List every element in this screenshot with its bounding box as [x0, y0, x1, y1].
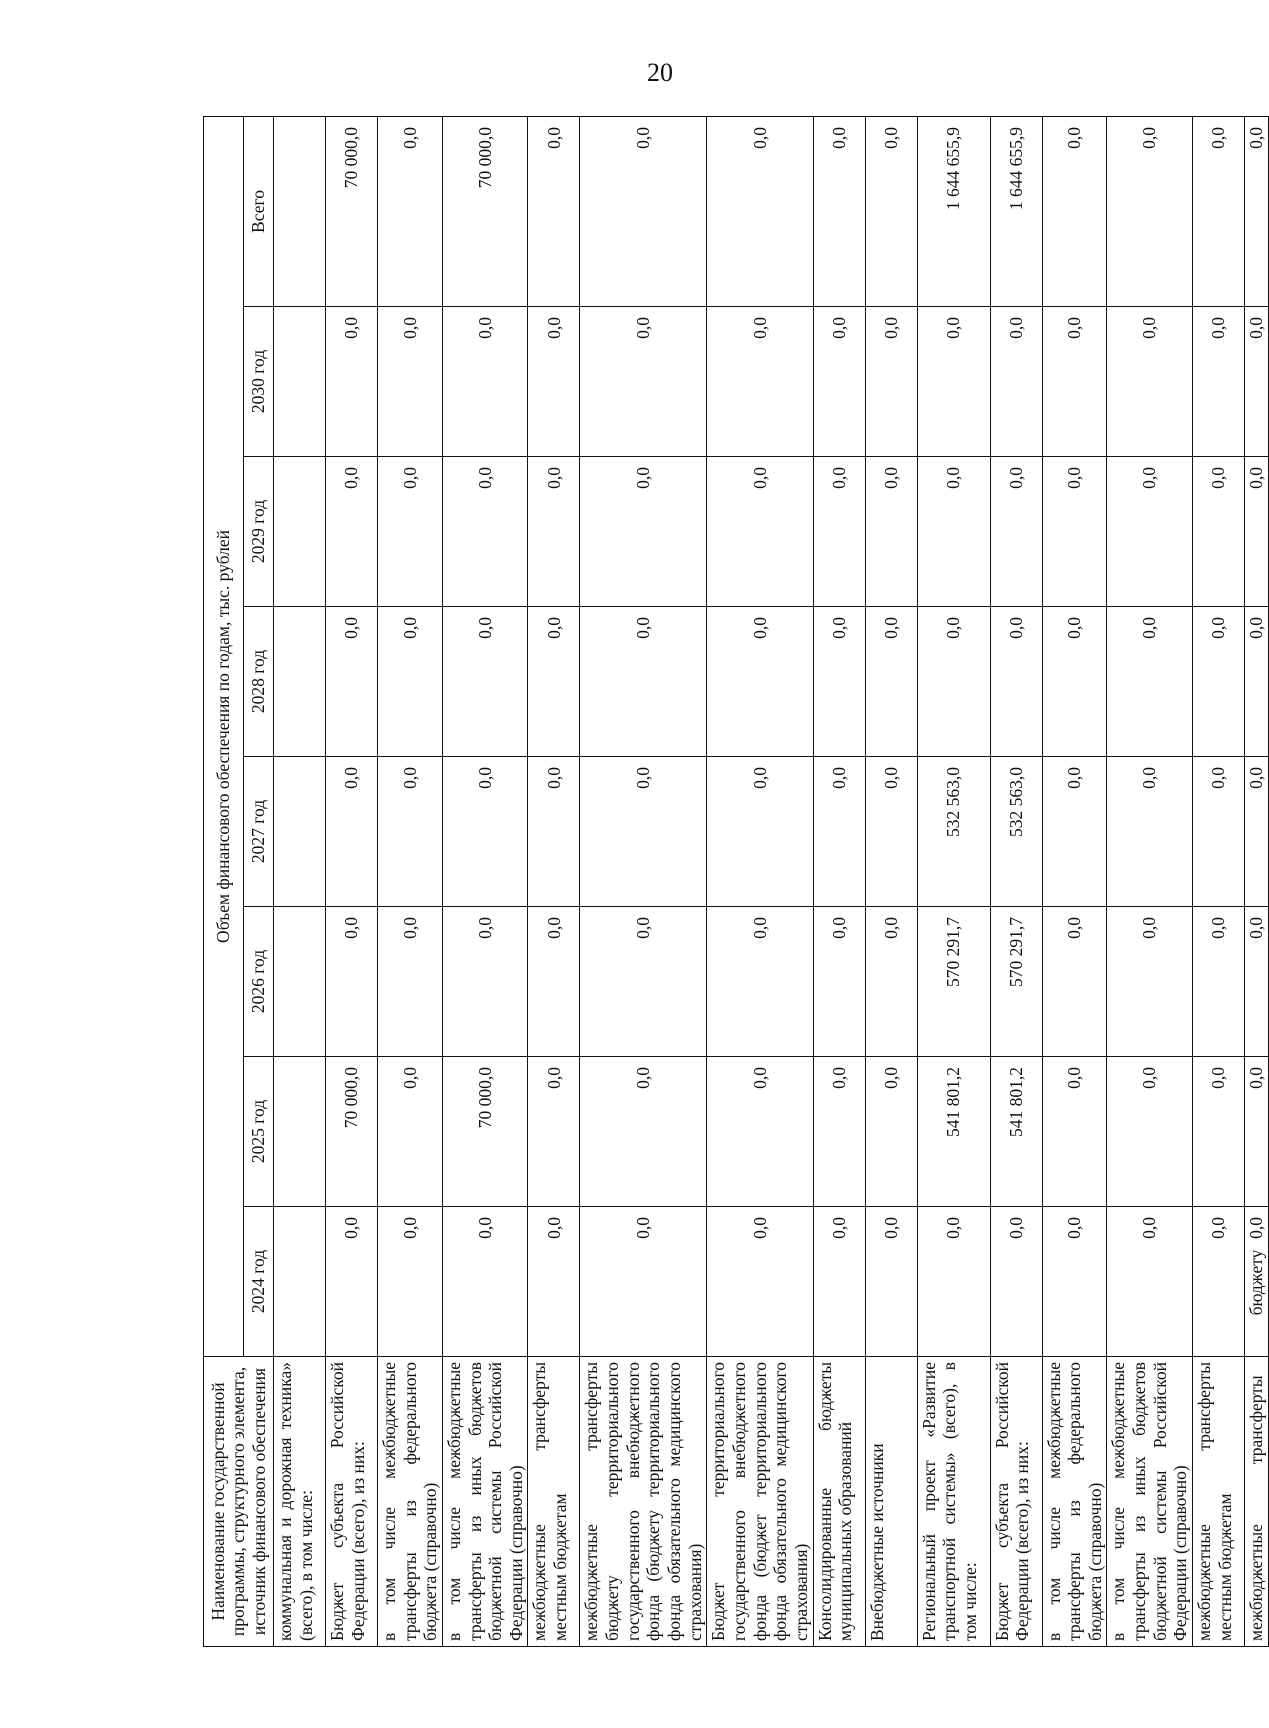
row-value-cell: 0,0	[707, 907, 813, 1057]
row-source-name-part: межбюджетные	[1246, 1524, 1267, 1641]
row-value-cell: 0,0	[1107, 757, 1193, 907]
header-row-group	[204, 116, 244, 1646]
row-value-cell: 0,0	[1245, 307, 1269, 457]
row-value-cell: 0,0	[580, 1207, 707, 1357]
row-value-cell: 0,0	[990, 307, 1042, 457]
header-year-2024: 2024 год	[244, 1207, 274, 1357]
row-value-cell: 0,0	[813, 116, 865, 306]
header-year-2030: 2030 год	[244, 307, 274, 457]
row-value-cell: 0,0	[1042, 1057, 1107, 1207]
row-value-cell: 0,0	[917, 307, 990, 457]
row-value-cell: 0,0	[1193, 607, 1245, 757]
row-value-cell: 0,0	[813, 907, 865, 1057]
row-value-cell: 70 000,0	[442, 1057, 528, 1207]
row-value-cell: 0,0	[1193, 907, 1245, 1057]
row-value-cell: 70 000,0	[326, 1057, 378, 1207]
row-value-cell: 0,0	[707, 116, 813, 306]
row-value-cell: 0,0	[528, 307, 580, 457]
row-value-cell: 0,0	[442, 307, 528, 457]
header-year-2025: 2025 год	[244, 1057, 274, 1207]
table-row	[1245, 116, 1269, 1646]
table-body	[274, 116, 1269, 1646]
table-row	[274, 116, 326, 1646]
row-value-cell: 0,0	[1245, 1057, 1269, 1207]
row-value-cell: 0,0	[917, 1207, 990, 1357]
row-value-cell: 0,0	[326, 457, 378, 607]
row-value-cell: 0,0	[528, 1207, 580, 1357]
row-value-cell: 0,0	[990, 457, 1042, 607]
row-source-name: в том числе межбюджетные трансферты из иных бюджетов бюджетной системы Российской Федерации (справочно)	[442, 1357, 528, 1647]
row-value-cell: 0,0	[580, 307, 707, 457]
row-value-cell: 0,0	[378, 607, 443, 757]
row-value-cell: 0,0	[378, 1057, 443, 1207]
row-value-cell	[274, 457, 326, 607]
table-row	[378, 116, 443, 1646]
header-financing-group: Объем финансового обеспечения по годам, тыс. рублей	[204, 116, 244, 1356]
row-value-cell: 0,0	[813, 457, 865, 607]
row-source-name: межбюджетные трансферты бюджету территориального государственного внебюджетного фонда (бюджету территориального фонда обязательного медицинского страхования)	[580, 1357, 707, 1647]
row-value-cell: 0,0	[1042, 307, 1107, 457]
row-value-cell: 0,0	[378, 757, 443, 907]
row-value-cell: 0,0	[1107, 116, 1193, 306]
row-value-cell: 0,0	[865, 607, 917, 757]
row-value-cell: 0,0	[813, 1057, 865, 1207]
row-value-cell: 0,0	[378, 1207, 443, 1357]
table-row	[326, 116, 378, 1646]
row-value-cell: 0,0	[580, 116, 707, 306]
row-value-cell: 0,0	[1042, 607, 1107, 757]
row-value-cell: 0,0	[1107, 1057, 1193, 1207]
row-value-cell: 0,0	[1107, 607, 1193, 757]
row-value-cell: 0,0	[1107, 457, 1193, 607]
row-value-cell: 0,0	[580, 757, 707, 907]
row-value-cell: 0,0	[707, 1057, 813, 1207]
row-source-name-part: трансферты	[1246, 1375, 1267, 1465]
row-value-cell: 0,0	[1193, 1207, 1245, 1357]
table-row	[707, 116, 813, 1646]
row-value-cell: 0,0	[1042, 907, 1107, 1057]
row-value-cell: 0,0	[378, 907, 443, 1057]
row-value-cell: 570 291,7	[990, 907, 1042, 1057]
table-row	[865, 116, 917, 1646]
row-value-cell: 1 644 655,9	[990, 116, 1042, 306]
row-value-cell: 0,0	[326, 757, 378, 907]
row-value-cell: 0,0	[1245, 757, 1269, 907]
row-value-cell: 0,0	[528, 607, 580, 757]
row-source-name: в том числе межбюджетные трансферты из федерального бюджета (справочно)	[378, 1357, 443, 1647]
row-value-cell: 0,0	[1193, 307, 1245, 457]
table-row	[1042, 116, 1107, 1646]
header-year-2028: 2028 год	[244, 607, 274, 757]
row-value-cell: 0,0	[1245, 1207, 1269, 1357]
row-value-cell: 0,0	[528, 116, 580, 306]
row-value-cell: 0,0	[442, 757, 528, 907]
row-value-cell	[274, 757, 326, 907]
row-source-name: Бюджет субъекта Российской Федерации (всего), из них:	[990, 1357, 1042, 1647]
table-row	[813, 116, 865, 1646]
row-value-cell: 0,0	[1193, 757, 1245, 907]
table-row	[442, 116, 528, 1646]
row-value-cell: 0,0	[865, 307, 917, 457]
row-value-cell: 0,0	[813, 757, 865, 907]
row-value-cell: 0,0	[326, 307, 378, 457]
row-value-cell	[274, 607, 326, 757]
table-row	[580, 116, 707, 1646]
row-value-cell	[274, 1207, 326, 1357]
page-number: 20	[647, 58, 673, 87]
row-value-cell: 0,0	[917, 607, 990, 757]
row-value-cell	[274, 116, 326, 306]
row-value-cell: 570 291,7	[917, 907, 990, 1057]
row-value-cell: 0,0	[865, 116, 917, 306]
row-source-name: в том числе межбюджетные трансферты из иных бюджетов бюджетной системы Российской Федерации (справочно)	[1107, 1357, 1193, 1647]
row-value-cell: 0,0	[378, 116, 443, 306]
row-value-cell: 0,0	[528, 907, 580, 1057]
row-value-cell: 0,0	[580, 1057, 707, 1207]
row-value-cell: 0,0	[1193, 1057, 1245, 1207]
row-value-cell: 0,0	[326, 907, 378, 1057]
table-row	[528, 116, 580, 1646]
row-value-cell: 0,0	[707, 607, 813, 757]
row-value-cell: 0,0	[990, 607, 1042, 757]
row-value-cell: 0,0	[813, 307, 865, 457]
row-value-cell: 0,0	[707, 1207, 813, 1357]
row-value-cell: 0,0	[442, 1207, 528, 1357]
row-source-name: Консолидированные бюджеты муниципальных образований	[813, 1357, 865, 1647]
row-source-name: Внебюджетные источники	[865, 1357, 917, 1647]
row-source-name: межбюджетные трансферты местным бюджетам	[528, 1357, 580, 1647]
row-value-cell: 0,0	[707, 757, 813, 907]
table-row	[917, 116, 990, 1646]
row-value-cell: 1 644 655,9	[917, 116, 990, 306]
row-value-cell: 532 563,0	[990, 757, 1042, 907]
header-total: Всего	[244, 116, 274, 306]
row-source-name: коммунальная и дорожная техника» (всего), в том числе:	[274, 1357, 326, 1647]
row-value-cell: 0,0	[1042, 116, 1107, 306]
row-value-cell: 0,0	[528, 1057, 580, 1207]
financing-table	[203, 116, 1269, 1647]
row-value-cell: 0,0	[1107, 307, 1193, 457]
row-source-name	[1245, 1249, 1269, 1647]
row-value-cell: 0,0	[813, 607, 865, 757]
row-value-cell: 0,0	[528, 757, 580, 907]
row-value-cell: 0,0	[917, 457, 990, 607]
row-value-cell: 0,0	[1042, 457, 1107, 607]
row-value-cell: 0,0	[813, 1207, 865, 1357]
row-value-cell: 0,0	[707, 457, 813, 607]
header-year-2029: 2029 год	[244, 457, 274, 607]
row-value-cell: 0,0	[1245, 607, 1269, 757]
row-value-cell: 0,0	[865, 907, 917, 1057]
row-source-name: межбюджетные трансферты местным бюджетам	[1193, 1357, 1245, 1647]
row-value-cell: 0,0	[442, 457, 528, 607]
row-value-cell: 0,0	[865, 457, 917, 607]
row-value-cell: 0,0	[378, 457, 443, 607]
header-year-2026: 2026 год	[244, 907, 274, 1057]
row-value-cell: 0,0	[865, 1207, 917, 1357]
row-value-cell: 0,0	[442, 607, 528, 757]
row-value-cell: 0,0	[1042, 757, 1107, 907]
row-value-cell: 0,0	[1107, 1207, 1193, 1357]
row-value-cell: 541 801,2	[990, 1057, 1042, 1207]
row-value-cell	[274, 307, 326, 457]
table-row	[1193, 116, 1245, 1646]
row-value-cell: 0,0	[1193, 457, 1245, 607]
row-value-cell: 0,0	[378, 307, 443, 457]
row-source-name: Бюджет субъекта Российской Федерации (всего), из них:	[326, 1357, 378, 1647]
row-value-cell: 0,0	[707, 307, 813, 457]
row-value-cell: 0,0	[326, 607, 378, 757]
row-value-cell: 532 563,0	[917, 757, 990, 907]
row-value-cell: 0,0	[580, 607, 707, 757]
row-source-name-part: бюджету	[1246, 1249, 1267, 1316]
rotated-table-container	[203, 117, 1267, 1647]
row-value-cell: 0,0	[1245, 457, 1269, 607]
row-value-cell: 0,0	[865, 757, 917, 907]
row-value-cell: 0,0	[528, 457, 580, 607]
row-value-cell: 541 801,2	[917, 1057, 990, 1207]
row-source-name: в том числе межбюджетные трансферты из федерального бюджета (справочно)	[1042, 1357, 1107, 1647]
row-value-cell: 0,0	[326, 1207, 378, 1357]
row-value-cell: 0,0	[442, 907, 528, 1057]
row-source-name: Бюджет территориального государственного внебюджетного фонда (бюджет территориального фонда обязательного медицинского страхования)	[707, 1357, 813, 1647]
row-value-cell: 0,0	[1042, 1207, 1107, 1357]
row-value-cell: 0,0	[1245, 907, 1269, 1057]
table-row	[990, 116, 1042, 1646]
header-name-column: Наименование государственной программы, структурного элемента, источник финансового обеспечения	[204, 1357, 274, 1647]
row-value-cell: 0,0	[990, 1207, 1042, 1357]
row-value-cell	[274, 907, 326, 1057]
header-year-2027: 2027 год	[244, 757, 274, 907]
table-row	[1107, 116, 1193, 1646]
row-value-cell: 0,0	[580, 457, 707, 607]
row-value-cell	[274, 1057, 326, 1207]
row-value-cell: 0,0	[1193, 116, 1245, 306]
row-source-name: Региональный проект «Развитие транспортной системы» (всего), в том числе:	[917, 1357, 990, 1647]
row-value-cell: 0,0	[865, 1057, 917, 1207]
row-value-cell: 70 000,0	[442, 116, 528, 306]
row-value-cell: 70 000,0	[326, 116, 378, 306]
row-value-cell: 0,0	[1245, 116, 1269, 306]
row-value-cell: 0,0	[580, 907, 707, 1057]
row-value-cell: 0,0	[1107, 907, 1193, 1057]
